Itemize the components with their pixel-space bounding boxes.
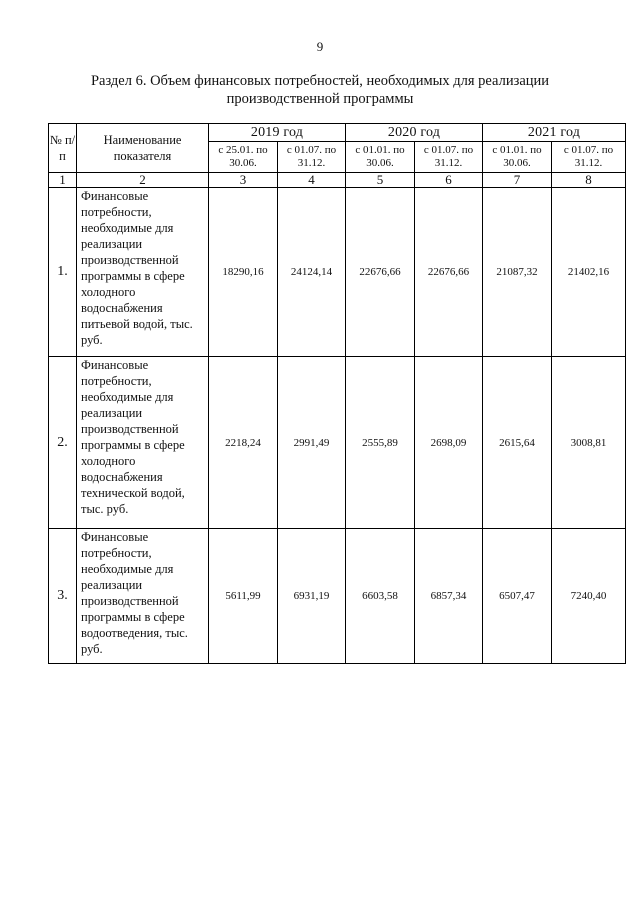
column-index-row bbox=[49, 173, 626, 188]
row-value: 2218,24 bbox=[209, 357, 278, 529]
header-row-years bbox=[49, 124, 626, 142]
table-row bbox=[49, 529, 626, 664]
column-index: 3 bbox=[209, 173, 278, 188]
column-index: 7 bbox=[483, 173, 552, 188]
row-number: 2. bbox=[49, 357, 77, 529]
row-indicator-name: Финансовые потребности, необходимые для реализации производственной программы в сфере водоотведения, тыс. руб. bbox=[77, 529, 209, 664]
row-value: 2615,64 bbox=[483, 357, 552, 529]
row-value: 22676,66 bbox=[346, 188, 415, 357]
column-index: 4 bbox=[278, 173, 346, 188]
table-row bbox=[49, 188, 626, 357]
header-period: с 25.01. по 30.06. bbox=[209, 142, 278, 173]
row-value: 2698,09 bbox=[415, 357, 483, 529]
section-title-line-2: производственной программы bbox=[226, 91, 414, 107]
section-title bbox=[60, 72, 580, 108]
column-index: 6 bbox=[415, 173, 483, 188]
row-value: 3008,81 bbox=[552, 357, 626, 529]
row-value: 6931,19 bbox=[278, 529, 346, 664]
header-period: с 01.07. по 31.12. bbox=[278, 142, 346, 173]
column-index: 2 bbox=[77, 173, 209, 188]
row-indicator-name: Финансовые потребности, необходимые для реализации производственной программы в сфере холодного водоснабжения питьевой водой, тыс. руб. bbox=[77, 188, 209, 357]
column-index: 1 bbox=[49, 173, 77, 188]
row-value: 6507,47 bbox=[483, 529, 552, 664]
row-value: 7240,40 bbox=[552, 529, 626, 664]
row-number: 1. bbox=[49, 188, 77, 357]
row-value: 6603,58 bbox=[346, 529, 415, 664]
row-value: 2991,49 bbox=[278, 357, 346, 529]
header-period: с 01.01. по 30.06. bbox=[346, 142, 415, 173]
row-value: 24124,14 bbox=[278, 188, 346, 357]
row-value: 5611,99 bbox=[209, 529, 278, 664]
row-value: 18290,16 bbox=[209, 188, 278, 357]
header-name: Наименование показателя bbox=[77, 124, 209, 173]
financial-needs-table bbox=[48, 123, 626, 664]
column-index: 5 bbox=[346, 173, 415, 188]
column-index: 8 bbox=[552, 173, 626, 188]
row-value: 21087,32 bbox=[483, 188, 552, 357]
header-period: с 01.01. по 30.06. bbox=[483, 142, 552, 173]
header-year-2020: 2020 год bbox=[346, 124, 483, 142]
row-number: 3. bbox=[49, 529, 77, 664]
section-title-line-1: Раздел 6. Объем финансовых потребностей, необходимых для реализации bbox=[90, 73, 550, 89]
row-value: 22676,66 bbox=[415, 188, 483, 357]
header-period: с 01.07. по 31.12. bbox=[552, 142, 626, 173]
row-indicator-name: Финансовые потребности, необходимые для реализации производственной программы в сфере холодного водоснабжения технической водой, тыс. руб. bbox=[77, 357, 209, 529]
header-year-2019: 2019 год bbox=[209, 124, 346, 142]
row-value: 21402,16 bbox=[552, 188, 626, 357]
table-row bbox=[49, 357, 626, 529]
row-value: 2555,89 bbox=[346, 357, 415, 529]
header-period: с 01.07. по 31.12. bbox=[415, 142, 483, 173]
page-number: 9 bbox=[316, 39, 324, 54]
header-num: № п/п bbox=[49, 124, 77, 173]
header-year-2021: 2021 год bbox=[483, 124, 626, 142]
row-value: 6857,34 bbox=[415, 529, 483, 664]
